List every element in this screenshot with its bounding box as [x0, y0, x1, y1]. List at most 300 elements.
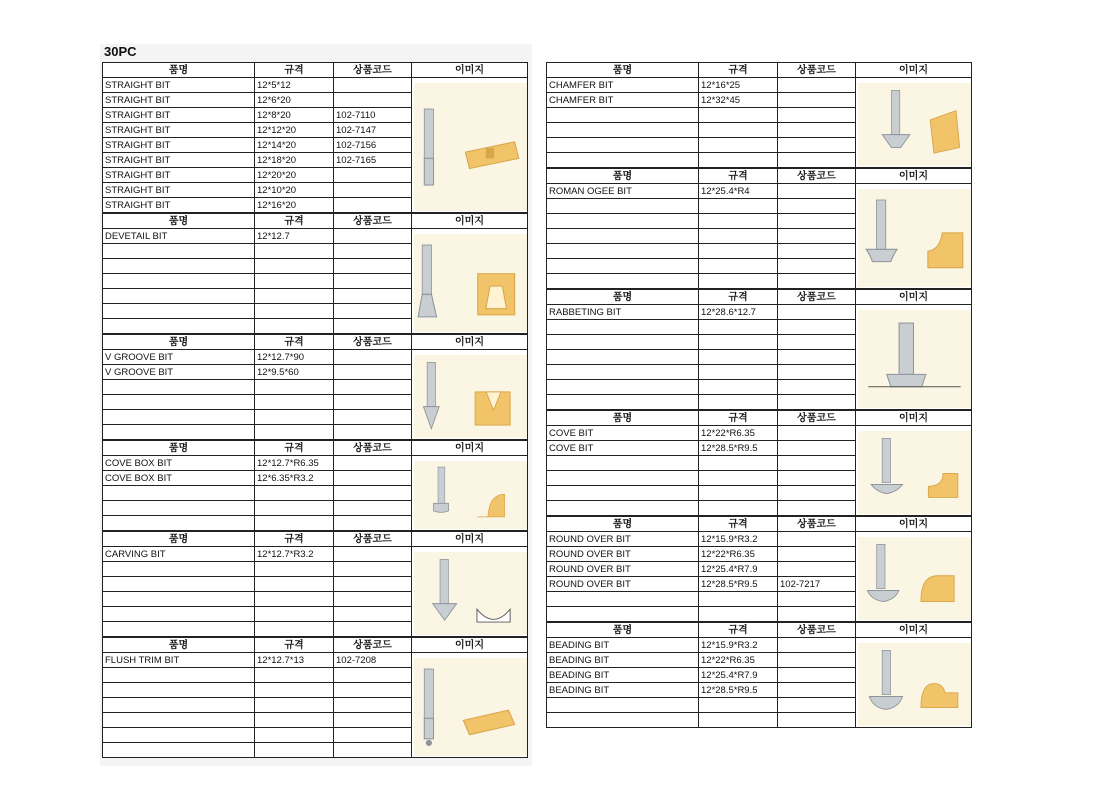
spec-table	[102, 440, 528, 531]
cell-code	[334, 668, 412, 683]
cell-name	[547, 501, 699, 516]
cell-spec	[255, 274, 334, 289]
cell-code: 102-7165	[334, 153, 412, 168]
header-image: 이미지	[856, 517, 972, 532]
cell-code	[778, 653, 856, 668]
cell-spec	[255, 577, 334, 592]
cell-spec: 12*12.7	[255, 229, 334, 244]
cell-spec: 12*9.5*60	[255, 365, 334, 380]
cell-name: ROUND OVER BIT	[547, 532, 699, 547]
cell-name	[103, 259, 255, 274]
header-spec: 규격	[699, 517, 778, 532]
cell-code: 102-7208	[334, 653, 412, 668]
cell-spec	[255, 501, 334, 516]
cell-code	[778, 274, 856, 289]
spec-table	[546, 168, 972, 289]
product-image-cell	[412, 350, 528, 440]
cell-code	[778, 638, 856, 653]
cell-spec: 12*10*20	[255, 183, 334, 198]
header-name: 품명	[547, 623, 699, 638]
cell-code	[778, 562, 856, 577]
spec-table	[102, 531, 528, 637]
cell-code	[778, 199, 856, 214]
cell-name: BEADING BIT	[547, 668, 699, 683]
cell-name	[547, 214, 699, 229]
header-code: 상품코드	[334, 638, 412, 653]
cell-name	[547, 607, 699, 622]
product-image-cell	[412, 547, 528, 637]
table-row	[547, 426, 972, 441]
cell-spec	[699, 259, 778, 274]
cove-box-bit-icon	[414, 461, 527, 529]
cell-spec	[699, 350, 778, 365]
cell-spec: 12*25.4*R7.9	[699, 668, 778, 683]
cell-code	[334, 289, 412, 304]
cell-code	[778, 698, 856, 713]
cell-spec: 12*15.9*R3.2	[699, 532, 778, 547]
cell-spec	[255, 259, 334, 274]
cell-name	[103, 244, 255, 259]
table-header-row	[103, 441, 528, 456]
cell-code	[778, 668, 856, 683]
cell-spec: 12*6.35*R3.2	[255, 471, 334, 486]
cell-code	[334, 486, 412, 501]
cell-code	[778, 471, 856, 486]
header-spec: 규격	[699, 623, 778, 638]
header-code: 상품코드	[334, 532, 412, 547]
cell-code	[334, 713, 412, 728]
cell-name	[103, 668, 255, 683]
cell-name	[547, 259, 699, 274]
cell-code	[778, 547, 856, 562]
header-code: 상품코드	[778, 517, 856, 532]
cell-code	[334, 683, 412, 698]
header-image: 이미지	[856, 290, 972, 305]
cell-code	[778, 214, 856, 229]
cell-code	[334, 501, 412, 516]
cell-name	[547, 229, 699, 244]
product-image-cell	[856, 638, 972, 728]
cell-spec	[699, 607, 778, 622]
cell-spec	[699, 592, 778, 607]
cell-spec	[255, 319, 334, 334]
cell-code	[778, 305, 856, 320]
carving-bit-icon	[414, 552, 527, 635]
cell-spec: 12*12.7*90	[255, 350, 334, 365]
cell-spec	[699, 365, 778, 380]
flush-trim-bit-icon	[414, 658, 527, 756]
cell-spec	[255, 622, 334, 637]
cell-code	[334, 244, 412, 259]
v-groove-bit-icon	[414, 355, 527, 438]
table-header-row	[547, 290, 972, 305]
cell-name: STRAIGHT BIT	[103, 93, 255, 108]
header-spec: 규격	[699, 411, 778, 426]
cell-code	[334, 562, 412, 577]
cell-code	[334, 425, 412, 440]
header-spec: 규격	[255, 63, 334, 78]
cell-spec	[255, 410, 334, 425]
cell-code	[778, 607, 856, 622]
cell-spec	[699, 138, 778, 153]
cell-code	[334, 93, 412, 108]
cell-code	[334, 274, 412, 289]
page-title: 30PC	[104, 44, 137, 59]
cell-spec: 12*28.5*R9.5	[699, 683, 778, 698]
cell-code	[334, 577, 412, 592]
cell-code	[334, 78, 412, 93]
cell-name	[103, 380, 255, 395]
cell-code	[334, 183, 412, 198]
cell-code	[778, 229, 856, 244]
header-code: 상품코드	[778, 411, 856, 426]
cell-spec: 12*14*20	[255, 138, 334, 153]
cell-name	[547, 138, 699, 153]
cell-code	[778, 123, 856, 138]
cell-name: V GROOVE BIT	[103, 365, 255, 380]
cell-name: CHAMFER BIT	[547, 93, 699, 108]
cell-code	[334, 229, 412, 244]
header-name: 품명	[103, 335, 255, 350]
product-image-cell	[856, 184, 972, 289]
cell-name	[103, 592, 255, 607]
cell-spec: 12*22*R6.35	[699, 653, 778, 668]
cell-spec	[255, 486, 334, 501]
header-image: 이미지	[412, 441, 528, 456]
cell-code	[778, 683, 856, 698]
cell-name: STRAIGHT BIT	[103, 138, 255, 153]
cell-name	[103, 410, 255, 425]
cell-code: 102-7156	[334, 138, 412, 153]
cell-spec: 12*12.7*13	[255, 653, 334, 668]
cell-code: 102-7110	[334, 108, 412, 123]
cell-spec: 12*32*45	[699, 93, 778, 108]
table-row	[103, 78, 528, 93]
table-row	[103, 456, 528, 471]
cell-name	[547, 350, 699, 365]
table-row	[103, 350, 528, 365]
cell-code	[334, 547, 412, 562]
table-row	[547, 305, 972, 320]
spec-table	[102, 637, 528, 758]
cell-spec	[699, 244, 778, 259]
cell-name: CHAMFER BIT	[547, 78, 699, 93]
cell-code	[334, 728, 412, 743]
header-spec: 규격	[699, 169, 778, 184]
header-image: 이미지	[412, 214, 528, 229]
header-image: 이미지	[856, 623, 972, 638]
cell-code	[778, 93, 856, 108]
cell-code	[334, 410, 412, 425]
cell-code	[778, 426, 856, 441]
product-image-cell	[412, 229, 528, 334]
cell-code	[334, 319, 412, 334]
header-code: 상품코드	[778, 63, 856, 78]
cell-code	[334, 168, 412, 183]
spec-table	[546, 516, 972, 622]
header-name: 품명	[103, 214, 255, 229]
cell-spec	[699, 199, 778, 214]
cell-name: BEADING BIT	[547, 638, 699, 653]
cell-code	[334, 380, 412, 395]
beading-bit-icon	[858, 643, 971, 726]
table-row	[547, 184, 972, 199]
cell-name	[547, 395, 699, 410]
cell-code	[778, 153, 856, 168]
cell-code	[778, 395, 856, 410]
cell-name	[103, 486, 255, 501]
cell-spec: 12*28.5*R9.5	[699, 441, 778, 456]
header-code: 상품코드	[778, 290, 856, 305]
cell-name	[547, 123, 699, 138]
cell-code	[778, 108, 856, 123]
cell-name	[103, 501, 255, 516]
header-image: 이미지	[856, 169, 972, 184]
cell-spec	[255, 304, 334, 319]
cell-name	[103, 698, 255, 713]
cell-name: STRAIGHT BIT	[103, 183, 255, 198]
spec-table	[102, 62, 528, 213]
cell-name: V GROOVE BIT	[103, 350, 255, 365]
header-spec: 규격	[255, 638, 334, 653]
header-image: 이미지	[856, 411, 972, 426]
cell-name	[547, 698, 699, 713]
cell-code	[778, 713, 856, 728]
table-row	[547, 78, 972, 93]
cell-name	[103, 319, 255, 334]
header-name: 품명	[547, 63, 699, 78]
cell-name	[103, 728, 255, 743]
cell-name: STRAIGHT BIT	[103, 153, 255, 168]
cell-code	[778, 592, 856, 607]
cell-name	[103, 304, 255, 319]
cell-name	[547, 486, 699, 501]
header-image: 이미지	[412, 63, 528, 78]
cell-name: ROUND OVER BIT	[547, 547, 699, 562]
cell-name	[547, 108, 699, 123]
table-row	[103, 547, 528, 562]
cell-spec	[699, 108, 778, 123]
cell-spec: 12*22*R6.35	[699, 426, 778, 441]
cell-spec	[255, 244, 334, 259]
cell-code: 102-7217	[778, 577, 856, 592]
cell-name: STRAIGHT BIT	[103, 123, 255, 138]
table-header-row	[103, 532, 528, 547]
header-spec: 규격	[255, 532, 334, 547]
header-name: 품명	[103, 638, 255, 653]
cell-code	[334, 607, 412, 622]
cell-name	[547, 153, 699, 168]
cell-code	[334, 198, 412, 213]
product-image-cell	[856, 426, 972, 516]
cell-name	[547, 592, 699, 607]
header-code: 상품코드	[334, 441, 412, 456]
cell-spec	[255, 562, 334, 577]
table-header-row	[103, 214, 528, 229]
cell-spec: 12*25.4*R4	[699, 184, 778, 199]
cell-code	[778, 78, 856, 93]
cell-spec: 12*5*12	[255, 78, 334, 93]
table-header-row	[547, 169, 972, 184]
header-spec: 규격	[699, 290, 778, 305]
cell-spec	[255, 698, 334, 713]
cell-spec	[255, 607, 334, 622]
cell-code	[334, 259, 412, 274]
cell-name	[103, 395, 255, 410]
straight-bit-icon	[414, 83, 527, 211]
cell-name	[103, 607, 255, 622]
rabbeting-bit-icon	[858, 310, 971, 408]
cell-name	[103, 274, 255, 289]
cell-name	[103, 425, 255, 440]
spec-table	[546, 289, 972, 410]
cell-spec: 12*6*20	[255, 93, 334, 108]
cell-code	[778, 184, 856, 199]
cell-name: FLUSH TRIM BIT	[103, 653, 255, 668]
cell-spec: 12*28.5*R9.5	[699, 577, 778, 592]
table-row	[547, 638, 972, 653]
cell-name	[103, 289, 255, 304]
cell-code	[778, 350, 856, 365]
cell-spec	[699, 274, 778, 289]
cell-code	[334, 516, 412, 531]
cell-code	[334, 743, 412, 758]
cell-spec	[699, 335, 778, 350]
cell-name: COVE BOX BIT	[103, 471, 255, 486]
cell-name: ROMAN OGEE BIT	[547, 184, 699, 199]
round-over-bit-icon	[858, 537, 971, 620]
cell-name: COVE BIT	[547, 426, 699, 441]
header-code: 상품코드	[778, 623, 856, 638]
cell-name	[547, 274, 699, 289]
spec-table	[546, 622, 972, 728]
table-header-row	[547, 517, 972, 532]
product-image-cell	[856, 305, 972, 410]
cell-spec	[699, 501, 778, 516]
cell-code	[778, 259, 856, 274]
cell-spec	[699, 395, 778, 410]
cell-spec	[255, 668, 334, 683]
cell-name	[103, 713, 255, 728]
cell-code: 102-7147	[334, 123, 412, 138]
cell-code	[778, 441, 856, 456]
table-row	[547, 532, 972, 547]
cell-code	[334, 304, 412, 319]
cell-code	[778, 138, 856, 153]
table-row	[103, 653, 528, 668]
product-image-cell	[856, 532, 972, 622]
header-name: 품명	[103, 441, 255, 456]
chamfer-bit-icon	[858, 83, 971, 166]
cell-name	[103, 683, 255, 698]
cell-spec: 12*20*20	[255, 168, 334, 183]
cell-code	[778, 380, 856, 395]
cell-spec	[255, 516, 334, 531]
header-code: 상품코드	[334, 63, 412, 78]
table-header-row	[103, 63, 528, 78]
header-name: 품명	[547, 290, 699, 305]
cell-code	[334, 350, 412, 365]
cell-spec: 12*25.4*R7.9	[699, 562, 778, 577]
cell-code	[334, 592, 412, 607]
cell-code	[778, 365, 856, 380]
cell-name	[103, 562, 255, 577]
header-name: 품명	[103, 63, 255, 78]
cell-spec	[255, 395, 334, 410]
table-header-row	[547, 411, 972, 426]
header-spec: 규격	[699, 63, 778, 78]
cell-spec: 12*15.9*R3.2	[699, 638, 778, 653]
cell-spec: 12*12.7*R3.2	[255, 547, 334, 562]
cell-name	[103, 743, 255, 758]
product-image-cell	[856, 78, 972, 168]
cell-name: RABBETING BIT	[547, 305, 699, 320]
cell-spec: 12*12.7*R6.35	[255, 456, 334, 471]
header-spec: 규격	[255, 214, 334, 229]
cell-spec	[255, 380, 334, 395]
cell-spec	[699, 698, 778, 713]
header-image: 이미지	[412, 638, 528, 653]
cell-name: COVE BIT	[547, 441, 699, 456]
cell-code	[778, 486, 856, 501]
cell-name	[547, 335, 699, 350]
spec-table	[102, 334, 528, 440]
cell-spec	[255, 425, 334, 440]
cell-spec: 12*28.6*12.7	[699, 305, 778, 320]
cell-code	[778, 244, 856, 259]
cell-name	[547, 199, 699, 214]
cell-spec	[699, 456, 778, 471]
cove-bit-icon	[858, 431, 971, 514]
header-name: 품명	[103, 532, 255, 547]
cell-spec: 12*18*20	[255, 153, 334, 168]
cell-name: STRAIGHT BIT	[103, 198, 255, 213]
cell-name: ROUND OVER BIT	[547, 577, 699, 592]
product-image-cell	[412, 653, 528, 758]
spec-table	[546, 410, 972, 516]
table-header-row	[103, 335, 528, 350]
cell-name: STRAIGHT BIT	[103, 108, 255, 123]
cell-spec	[255, 289, 334, 304]
header-name: 품명	[547, 169, 699, 184]
product-image-cell	[412, 78, 528, 213]
cell-spec	[699, 214, 778, 229]
product-image-cell	[412, 456, 528, 531]
header-name: 품명	[547, 411, 699, 426]
cell-name	[547, 471, 699, 486]
cell-spec	[255, 743, 334, 758]
table-header-row	[103, 638, 528, 653]
cell-spec: 12*8*20	[255, 108, 334, 123]
cell-spec	[699, 380, 778, 395]
left-column	[102, 62, 528, 758]
cell-name	[547, 713, 699, 728]
cell-code	[778, 320, 856, 335]
cell-name: BEADING BIT	[547, 683, 699, 698]
cell-spec: 12*12*20	[255, 123, 334, 138]
cell-spec	[699, 229, 778, 244]
header-spec: 규격	[255, 335, 334, 350]
cell-code	[334, 471, 412, 486]
cell-spec	[699, 471, 778, 486]
cell-name: BEADING BIT	[547, 653, 699, 668]
cell-name: COVE BOX BIT	[103, 456, 255, 471]
table-header-row	[547, 63, 972, 78]
header-image: 이미지	[412, 335, 528, 350]
header-image: 이미지	[856, 63, 972, 78]
cell-spec: 12*16*20	[255, 198, 334, 213]
cell-spec	[699, 713, 778, 728]
